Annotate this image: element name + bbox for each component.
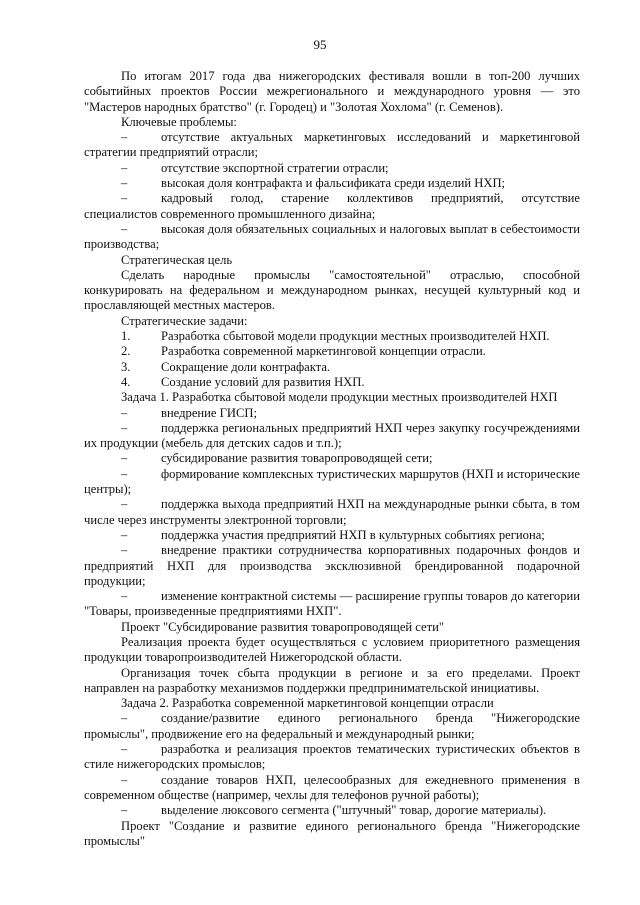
task-text: Сокращение доли контрафакта.: [161, 359, 331, 374]
task-text: Создание условий для развития НХП.: [161, 374, 365, 389]
numbered-item: [84, 375, 580, 390]
numbered-item: [84, 329, 580, 344]
key-problems-heading: Ключевые проблемы:: [121, 114, 237, 129]
item-number: 1.: [121, 329, 131, 344]
list-item: [84, 191, 580, 222]
dash-marker: –: [121, 221, 128, 236]
item-number: 4.: [121, 374, 131, 389]
task1-heading: Задача 1. Разработка сбытовой модели продукции местных производителей НХП: [121, 390, 558, 405]
dash-marker: –: [121, 451, 128, 466]
task1-item-text: поддержка региональных предприятий НХП через закупку госучреждениями их продукции (мебель для детских садов и т.п.);: [84, 420, 580, 451]
task2-item-text: создание товаров НХП, целесообразных для ежедневного применения в современном обществе (например, чехлы для телефонов ручной работы);: [84, 772, 580, 802]
problem-text: отсутствие актуальных маркетинговых исследований и маркетинговой стратегии предприятий отрасли;: [84, 130, 580, 160]
list-item: [84, 406, 580, 421]
list-item: [84, 589, 580, 620]
dash-marker: –: [121, 589, 128, 604]
dash-marker: –: [121, 176, 128, 191]
task1-item-text: внедрение ГИСП;: [161, 405, 257, 420]
dash-marker: –: [121, 527, 128, 542]
task2-item-text: выделение люксового сегмента ("штучный" товар, дорогие материалы).: [161, 803, 547, 818]
task-text: Разработка сбытовой модели продукции местных производителей НХП.: [161, 329, 550, 344]
dash-marker: –: [121, 130, 128, 145]
list-item: [84, 161, 580, 176]
dash-marker: –: [121, 772, 128, 787]
list-item: [84, 543, 580, 589]
numbered-item: [84, 344, 580, 359]
list-item: [84, 497, 580, 528]
problem-text: высокая доля обязательных социальных и налоговых выплат в себестоимости производства;: [84, 221, 580, 252]
task1-item-text: формирование комплексных туристических маршрутов (НХП и исторические центры);: [84, 466, 580, 497]
dash-marker: –: [121, 543, 128, 558]
task1-item-text: субсидирование развития товаропроводящей сети;: [161, 451, 433, 466]
problem-text: кадровый голод, старение коллективов предприятий, отсутствие специалистов современного промышленного дизайна;: [84, 191, 580, 221]
intro-paragraph: По итогам 2017 года два нижегородских фестиваля вошли в топ-200 лучших событийных проектов России межрегионального и международного уровня — это "Мастеров народных братство" (г. Городец) и "Золотая Хохлома" (г. Семенов).: [84, 69, 580, 114]
project1-paragraph: Реализация проекта будет осуществляться с условием приоритетного размещения продукции товаропроизводителей Нижегородской области.: [84, 634, 580, 665]
numbered-item: [84, 360, 580, 375]
strategic-tasks-heading: Стратегические задачи:: [121, 313, 248, 328]
list-item: [84, 421, 580, 452]
task2-item-text: разработка и реализация проектов тематических туристических объектов в стиле нижегородских промыслов;: [84, 742, 580, 772]
project1-heading: Проект "Субсидирование развития товаропроводящей сети": [121, 619, 445, 634]
dash-marker: –: [121, 497, 128, 512]
list-item: [84, 803, 580, 818]
item-number: 3.: [121, 359, 131, 374]
list-item: [84, 222, 580, 253]
problem-text: высокая доля контрафакта и фальсификата среди изделий НХП;: [161, 176, 506, 191]
dash-marker: –: [121, 711, 128, 726]
task2-item-text: создание/развитие единого регионального бренда "Нижегородские промыслы", продвижение его на федеральный и международный рынки;: [84, 711, 580, 741]
strategic-goal-text: Сделать народные промыслы "самостоятельной" отраслью, способной конкурировать на федеральном и международном рынках, несущей культурный код и прославляющей местных мастеров.: [84, 267, 580, 313]
document-body: [84, 69, 580, 849]
dash-marker: –: [121, 160, 128, 175]
task1-item-text: изменение контрактной системы — расширение группы товаров до категории "Товары, произведенные предприятиями НХП".: [84, 589, 580, 619]
project1-paragraph: Организация точек сбыта продукции в регионе и за его пределами. Проект направлен на разработку механизмов поддержки предпринимательской инициативы.: [84, 665, 580, 695]
dash-marker: –: [121, 420, 128, 435]
list-item: [84, 176, 580, 191]
project2-heading: Проект "Создание и развитие единого регионального бренда "Нижегородские промыслы": [84, 818, 580, 848]
strategic-goal-heading: Стратегическая цель: [121, 252, 233, 267]
item-number: 2.: [121, 344, 131, 359]
problem-text: отсутствие экспортной стратегии отрасли;: [161, 160, 389, 175]
dash-marker: –: [121, 742, 128, 757]
dash-marker: –: [121, 803, 128, 818]
task2-heading: Задача 2. Разработка современной маркетинговой концепции отрасли: [121, 696, 494, 711]
dash-marker: –: [121, 191, 128, 206]
list-item: [84, 742, 580, 773]
page-number: 95: [313, 37, 327, 52]
dash-marker: –: [121, 466, 128, 481]
task1-item-text: внедрение практики сотрудничества корпоративных подарочных фондов и предприятий НХП для производства эксклюзивной брендированной подарочной продукции;: [84, 543, 580, 588]
task1-item-text: поддержка выхода предприятий НХП на международные рынки сбыта, в том числе через инструменты электронной торговли;: [84, 497, 580, 527]
list-item: [84, 451, 580, 466]
dash-marker: –: [121, 405, 128, 420]
list-item: [84, 528, 580, 543]
list-item: [84, 773, 580, 804]
list-item: [84, 130, 580, 161]
task-text: Разработка современной маркетинговой концепции отрасли.: [161, 344, 486, 359]
task1-item-text: поддержка участия предприятий НХП в культурных событиях региона;: [161, 527, 545, 542]
list-item: [84, 467, 580, 498]
list-item: [84, 711, 580, 742]
